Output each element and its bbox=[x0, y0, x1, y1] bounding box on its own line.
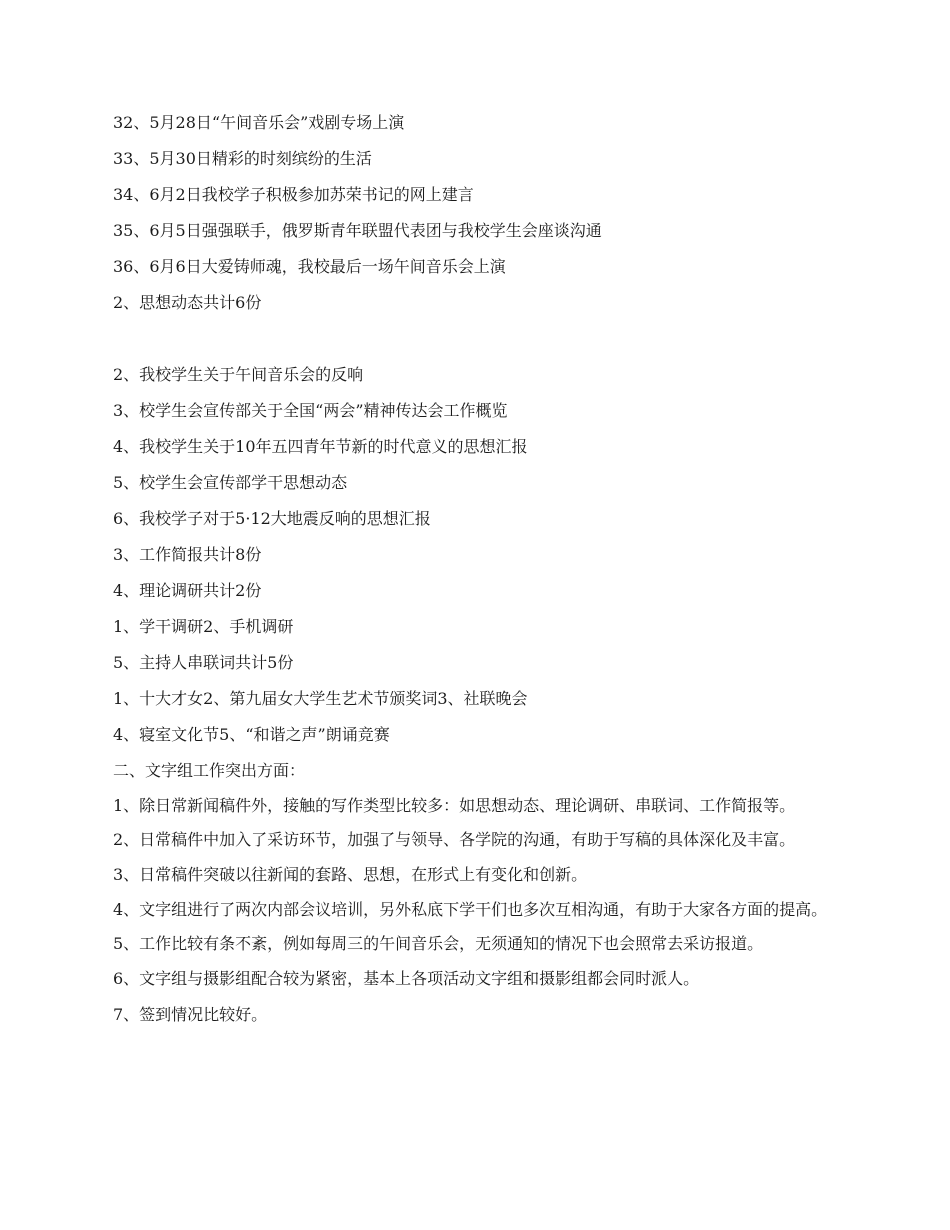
summary-line: 3、工作简报共计8份 bbox=[113, 545, 262, 564]
thought-item: 2、我校学生关于午间音乐会的反响 bbox=[113, 365, 364, 384]
event-item: 35、6月5日强强联手，俄罗斯青年联盟代表团与我校学生会座谈沟通 bbox=[113, 221, 602, 240]
event-item: 32、5月28日“午间音乐会”戏剧专场上演 bbox=[113, 113, 405, 132]
summary-line: 1、学干调研2、手机调研 bbox=[113, 617, 294, 636]
blank-gap bbox=[113, 328, 838, 364]
thought-list bbox=[113, 364, 838, 530]
thought-item: 6、我校学子对于5·12大地震反响的思想汇报 bbox=[113, 509, 431, 528]
summary-line: 4、理论调研共计2份 bbox=[113, 581, 262, 600]
highlight-item: 4、文字组进行了两次内部会议培训，另外私底下学干们也多次互相沟通，有助于大家各方面的提高。 bbox=[113, 900, 828, 919]
summary-line: 5、主持人串联词共计5份 bbox=[113, 653, 294, 672]
event-item: 34、6月2日我校学子积极参加苏荣书记的网上建言 bbox=[113, 185, 474, 204]
event-item: 36、6月6日大爱铸师魂，我校最后一场午间音乐会上演 bbox=[113, 257, 506, 276]
event-list bbox=[113, 112, 838, 278]
highlight-item: 2、日常稿件中加入了采访环节，加强了与领导、各学院的沟通，有助于写稿的具体深化及丰富。 bbox=[113, 830, 796, 849]
thought-item: 4、我校学生关于10年五四青年节新的时代意义的思想汇报 bbox=[113, 437, 528, 456]
summary-list bbox=[113, 544, 838, 782]
document-page bbox=[113, 112, 838, 1040]
highlight-item: 6、文字组与摄影组配合较为紧密，基本上各项活动文字组和摄影组都会同时派人。 bbox=[113, 969, 700, 988]
highlight-item: 1、除日常新闻稿件外，接触的写作类型比较多：如思想动态、理论调研、串联词、工作简报等。 bbox=[113, 796, 796, 815]
summary-line: 4、寝室文化节5、“和谐之声”朗诵竞赛 bbox=[113, 725, 390, 744]
event-item: 33、5月30日精彩的时刻缤纷的生活 bbox=[113, 149, 372, 168]
thought-heading: 2、思想动态共计6份 bbox=[113, 293, 262, 312]
highlight-item: 3、日常稿件突破以往新闻的套路、思想，在形式上有变化和创新。 bbox=[113, 865, 588, 884]
thought-item: 3、校学生会宣传部关于全国“两会”精神传达会工作概览 bbox=[113, 401, 508, 420]
section-heading: 二、文字组工作突出方面： bbox=[113, 761, 306, 780]
highlight-list bbox=[113, 796, 838, 1026]
highlight-item: 7、签到情况比较好。 bbox=[113, 1005, 268, 1024]
thought-item: 5、校学生会宣传部学干思想动态 bbox=[113, 473, 348, 492]
summary-line: 1、十大才女2、第九届女大学生艺术节颁奖词3、社联晚会 bbox=[113, 689, 528, 708]
highlight-item: 5、工作比较有条不紊，例如每周三的午间音乐会，无须通知的情况下也会照常去采访报道。 bbox=[113, 934, 764, 953]
